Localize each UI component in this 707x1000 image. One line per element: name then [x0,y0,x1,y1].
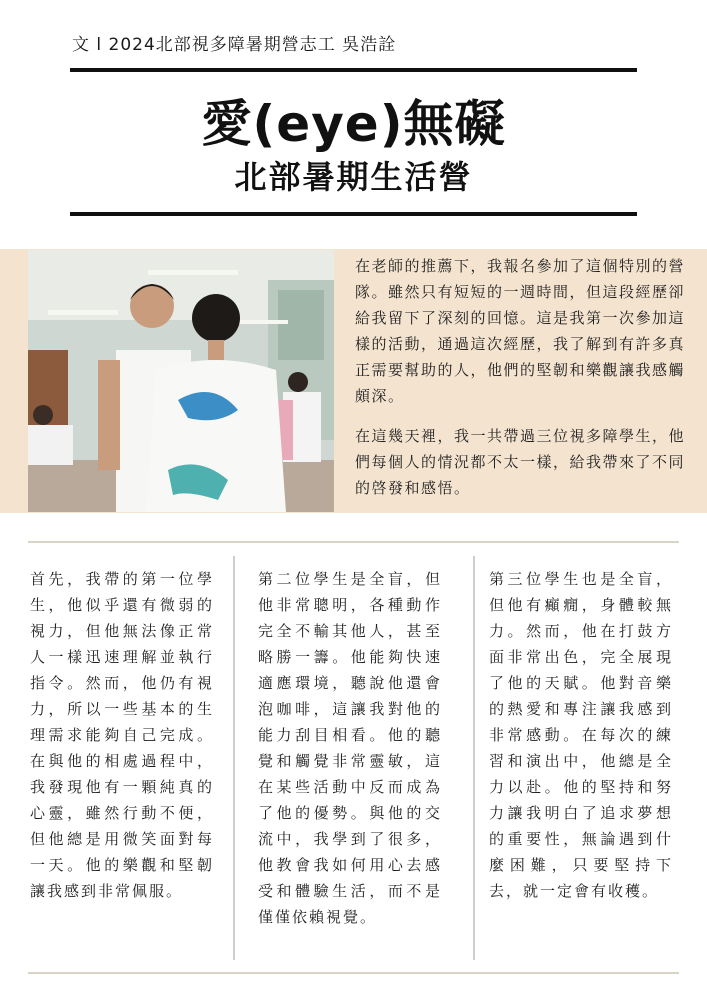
column-student-3: 第三位學生也是全盲，但他有癲癇，身體較無力。然而，他在打鼓方面非常出色，完全展現了他的天賦。他對音樂的熱愛和專注讓我感到非常感動。在每次的練習和演出中，他總是全力以赴。他的堅持和努力讓我明白了追求夢想的重要性，無論遇到什麼困難，只要堅持下去，就一定會有收穫。 [489,570,673,900]
author-byline: 文 l 2024北部視多障暑期營志工 吳浩詮 [72,35,397,55]
title-top-rule [70,68,637,72]
column-student-2: 第二位學生是全盲，但他非常聰明，各種動作完全不輸其他人，甚至略勝一籌。他能夠快速適應環境，聽說他還會泡咖啡，這讓我對他的能力刮目相看。他的聽覺和觸覺非常靈敏，這在某些活動中反而成為了他的優勢。與他的交流中，我學到了很多，他教會我如何用心去感受和體驗生活，而不是僅僅依賴視覺。 [258,570,442,926]
intro-paragraph: 在這幾天裡，我一共帶過三位視多障學生，他們每個人的情況都不太一樣，給我帶來了不同的啓發和感悟。 [355,427,686,497]
article-subtitle: 北部暑期生活營 [234,158,473,196]
section-divider [28,541,679,543]
column-separator [233,556,235,960]
title-bottom-rule [70,212,637,216]
camp-photo [28,250,334,512]
column-student-1: 首先，我帶的第一位學生，他似乎還有微弱的視力，但他無法像正常人一樣迅速理解並執行指令。然而，他仍有視力，所以一些基本的生理需求能夠自己完成。在與他的相處過程中，我發現他有一顆純真的心靈，雖然行動不便，但他總是用微笑面對每一天。他的樂觀和堅韌讓我感到非常佩服。 [30,570,214,900]
column-separator [473,556,475,960]
article-title: 愛(eye)無礙 [201,95,506,153]
intro-text [355,253,685,515]
intro-paragraph: 在老師的推薦下，我報名參加了這個特別的營隊。雖然只有短短的一週時間，但這段經歷卻給我留下了深刻的回憶。這是我第一次參加這樣的活動，通過這次經歷，我了解到有許多真正需要幫助的人，他們的堅韌和樂觀讓我感觸頗深。 [355,257,686,405]
footer-divider [28,972,679,974]
